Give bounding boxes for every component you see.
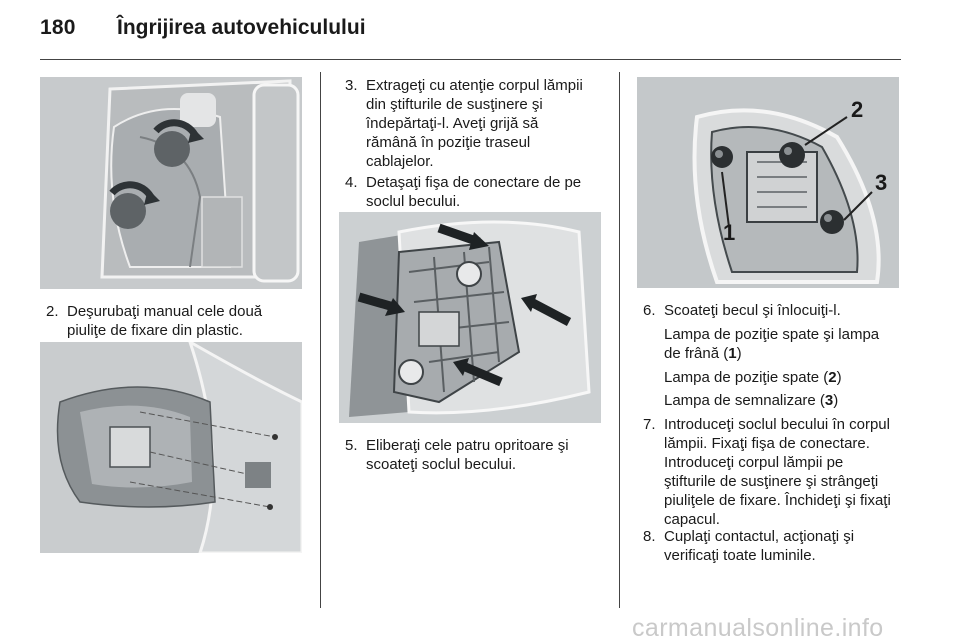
watermark: carmanualsonline.info — [632, 614, 884, 642]
step-number: 7. — [643, 416, 656, 433]
bulb-item-1 — [664, 325, 904, 363]
header-divider — [40, 59, 901, 60]
step-text-line: cablajelor. — [366, 153, 434, 170]
step-3 — [345, 76, 615, 176]
step-text-line: Detaşaţi fişa de conectare de pe — [366, 174, 582, 191]
callout-label-1: 1 — [723, 220, 736, 245]
bulb-item-text-line2 — [664, 344, 904, 363]
step-number: 3. — [345, 77, 358, 94]
figure-tail-lamp-nuts — [40, 77, 302, 289]
bulb-item-3 — [664, 391, 904, 410]
bulb-socket-retainers-illustration — [339, 212, 601, 423]
bulb-ref-number: 3 — [824, 392, 834, 409]
step-text-line: Introduceţi soclul becului în corpul — [664, 416, 890, 433]
step-text-line: scoateţi soclul becului. — [366, 456, 517, 473]
step-text-line: capacul. — [664, 511, 720, 528]
step-text-line: Eliberaţi cele patru opritoare şi — [366, 437, 569, 454]
step-text-line: rămână în poziţie traseul — [366, 134, 531, 151]
bulb-positions-illustration — [637, 77, 899, 288]
step-text-line: Extrageţi cu atenţie corpul lămpii — [366, 77, 583, 94]
step-text-line: din ştifturile de susţinere şi — [366, 96, 543, 113]
step-7 — [643, 415, 913, 531]
step-text-line: ştifturile de susţinere şi strângeţi — [664, 473, 879, 490]
step-text-line: Introduceţi corpul lămpii pe — [664, 454, 844, 471]
step-text-line: verificaţi toate luminile. — [664, 547, 816, 564]
column-divider-right — [619, 72, 620, 608]
callout-label-3: 3 — [875, 170, 888, 195]
page-title: Îngrijirea autovehiculului — [117, 16, 366, 39]
step-number: 2. — [46, 303, 59, 320]
bulb-ref-number: 1 — [728, 345, 737, 362]
step-text-line: Scoateţi becul şi înlocuiţi-l. — [664, 302, 841, 319]
step-4 — [345, 173, 615, 213]
figure-bulb-positions — [637, 77, 899, 288]
bulb-item-text: de frână ( — [664, 345, 729, 362]
bulb-item-close: ) — [736, 345, 742, 362]
step-text-line: Cuplaţi contactul, acţionaţi şi — [664, 528, 855, 545]
step-text-line: lămpii. Fixaţi fişa de conectare. — [664, 435, 870, 452]
tail-lamp-nuts-illustration — [40, 77, 302, 289]
step-number: 8. — [643, 528, 656, 545]
bulb-item-text: Lampa de poziţie spate şi lampa — [664, 326, 880, 343]
figure-bulb-socket-retainers — [339, 212, 601, 423]
bulb-item-close: ) — [836, 369, 842, 386]
bulb-item-text: Lampa de poziţie spate ( — [664, 369, 829, 386]
page-number: 180 — [40, 16, 76, 39]
bulb-ref-number: 2 — [828, 369, 837, 386]
bulb-item-close: ) — [833, 392, 839, 409]
step-number: 5. — [345, 437, 358, 454]
step-number: 4. — [345, 174, 358, 191]
step-text-line: îndepărtaţi-l. Aveţi grijă să — [366, 115, 539, 132]
column-divider-left — [320, 72, 321, 608]
step-text-line: piuliţele de fixare. Închideţi şi fixaţi — [664, 492, 891, 509]
step-2 — [46, 302, 314, 342]
step-text-line: Deşurubaţi manual cele două — [67, 303, 263, 320]
step-text-line: piuliţe de fixare din plastic. — [67, 322, 243, 339]
step-5 — [345, 436, 615, 476]
step-text-line: soclul becului. — [366, 193, 461, 210]
figure-lamp-housing-pins — [40, 342, 302, 553]
bulb-item-text: Lampa de semnalizare ( — [664, 392, 825, 409]
step-number: 6. — [643, 302, 656, 319]
step-6 — [643, 301, 913, 321]
step-8 — [643, 527, 913, 567]
bulb-item-2 — [664, 368, 904, 387]
callout-label-2: 2 — [851, 97, 864, 122]
lamp-housing-pins-illustration — [40, 342, 302, 553]
